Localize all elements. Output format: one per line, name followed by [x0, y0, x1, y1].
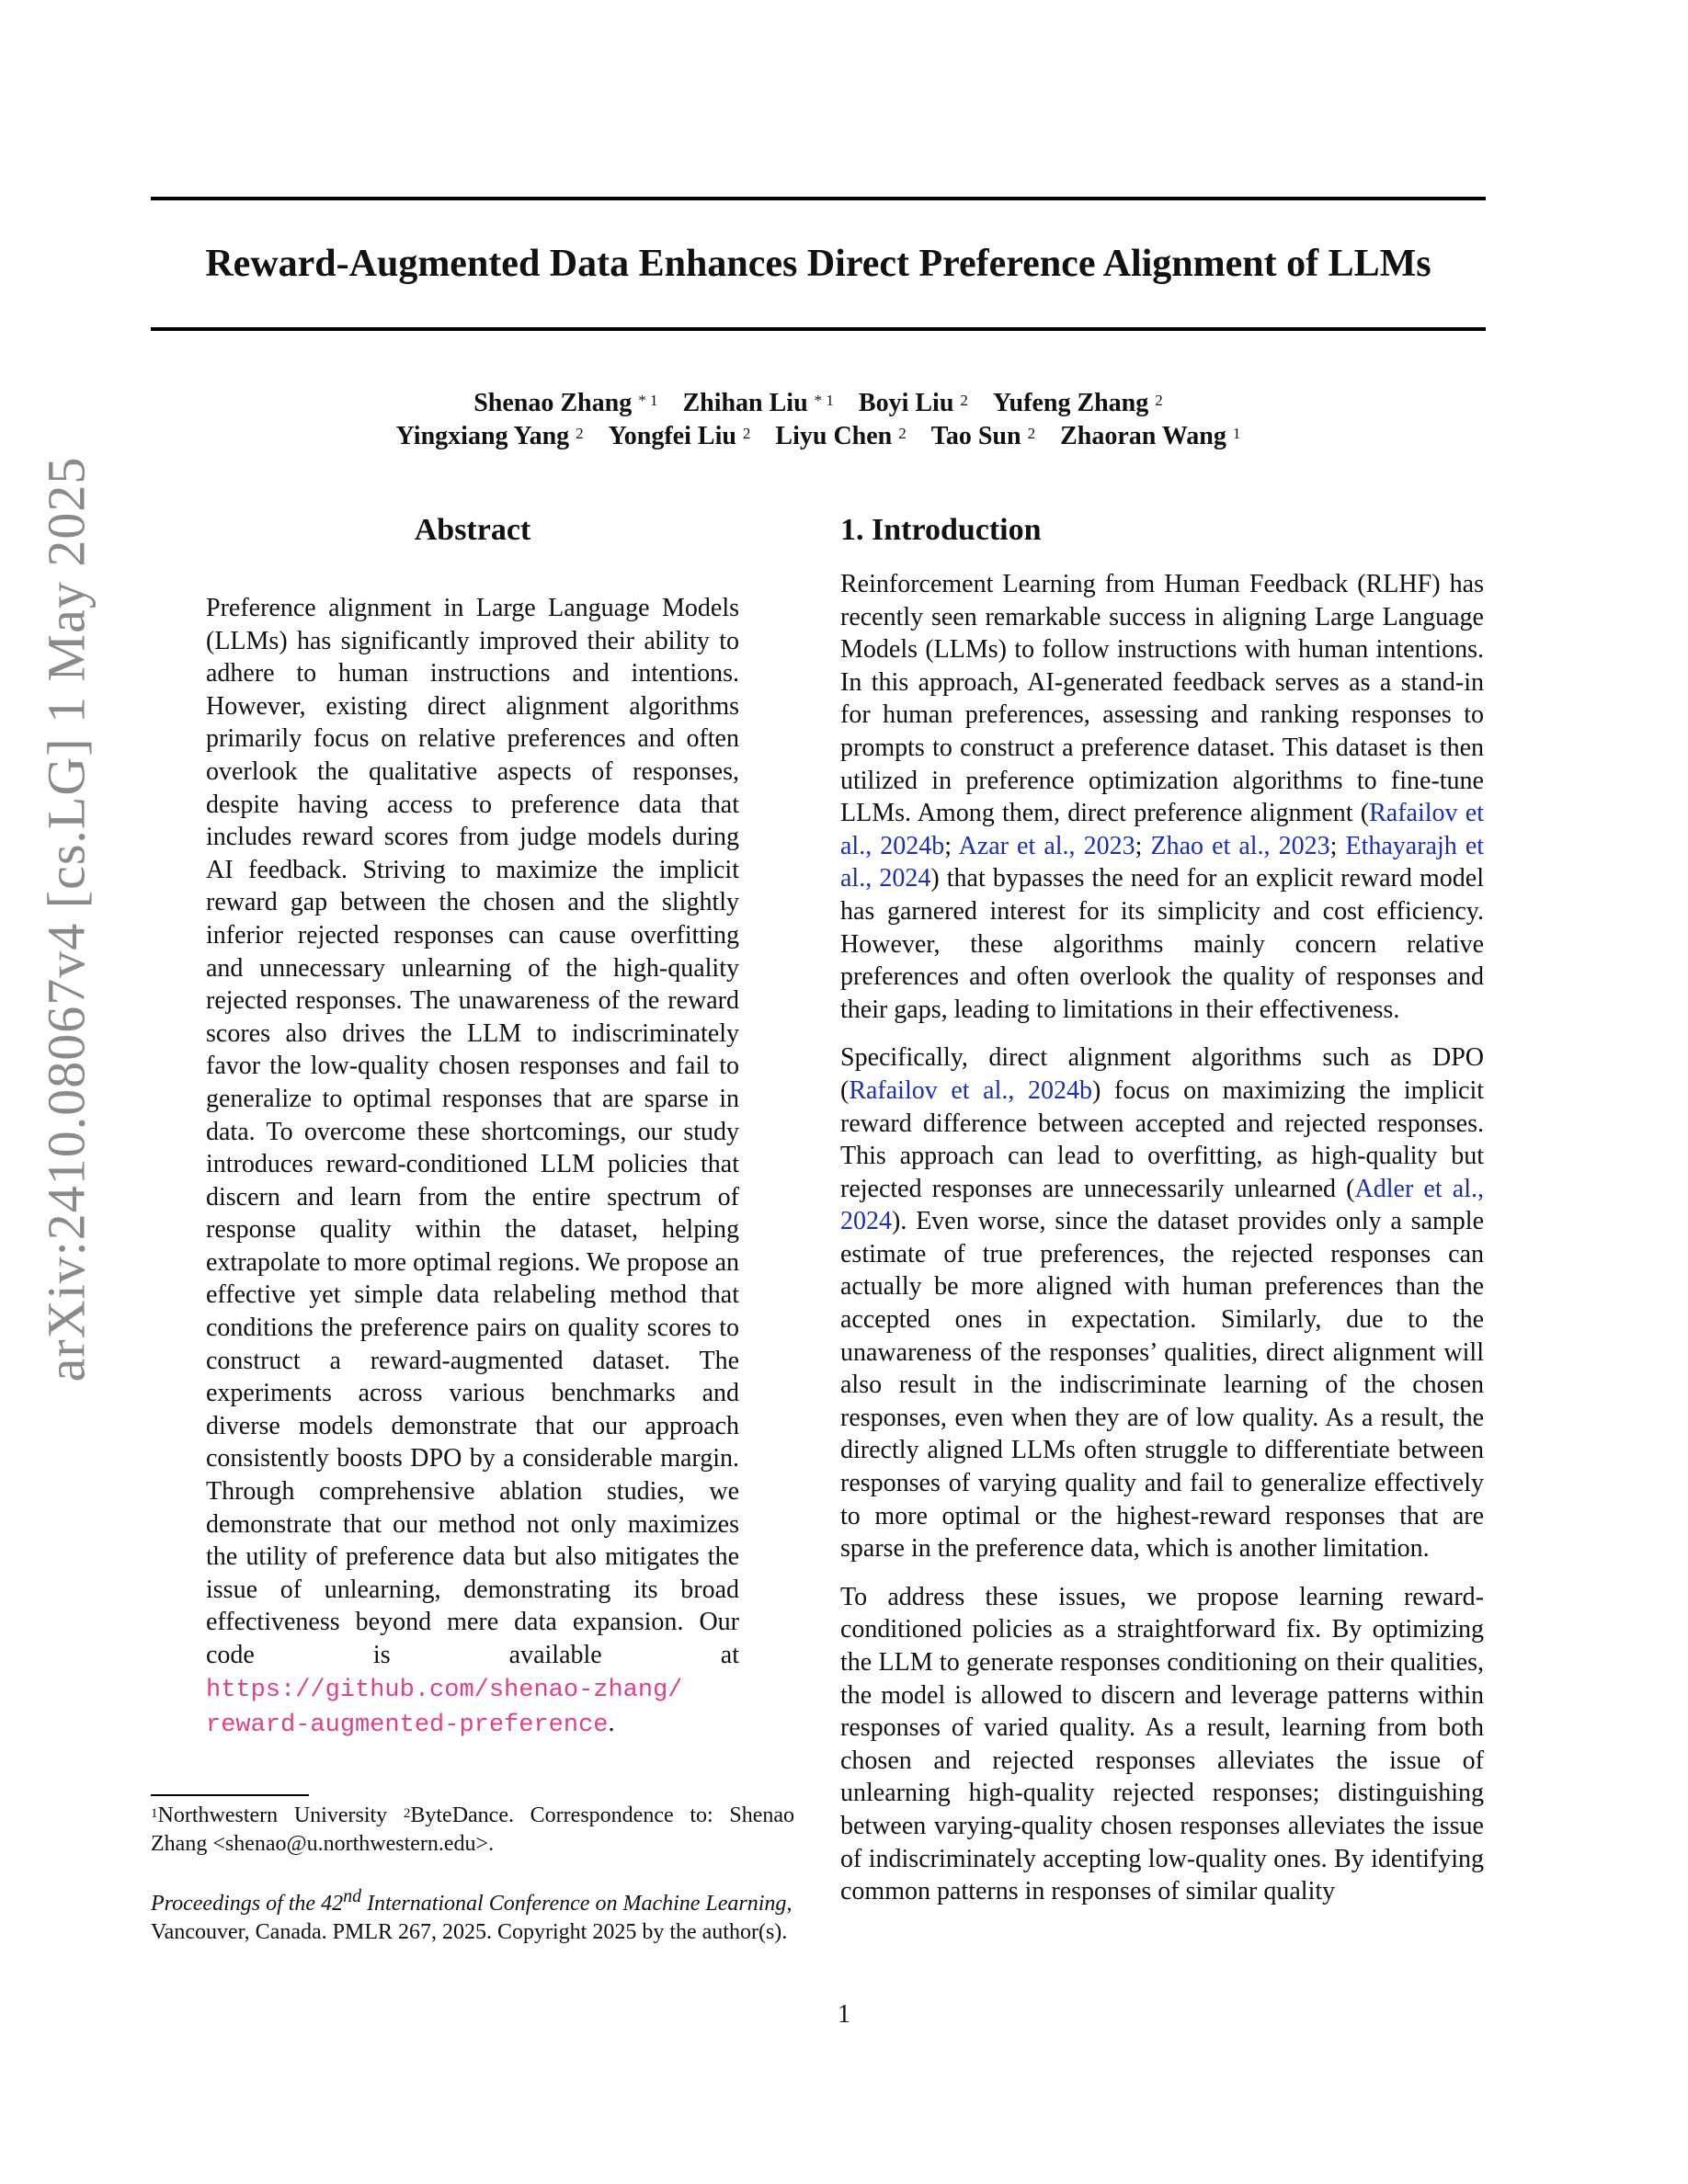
author: Yufeng Zhang $^2$ — [992, 389, 1163, 417]
author-list — [151, 387, 1486, 453]
author: Zhaoran Wang $^1$ — [1060, 422, 1241, 450]
arxiv-identifier: arXiv:2410.08067v4 [cs.LG] 1 May 2025 — [36, 456, 97, 1382]
abstract-text: Preference alignment in Large Language Models (LLMs) has significantly improved their ability to adhere to human instructions and intentions. However, existing direct alignment algorithms primarily focus on relative preferences and often overlook the qualitative aspects of responses, despite having access to preference data that includes reward scores from judge models during AI feedback. Striving to maximize the implicit reward gap between the chosen and the slightly inferior rejected responses can cause overfitting and unnecessary unlearning of the high-quality rejected responses. The unawareness of the reward scores also drives the LLM to indiscriminately favor the low-quality chosen responses and fail to generalize to optimal responses that are sparse in data. To overcome these shortcomings, our study introduces reward-conditioned LLM policies that discern and learn from the entire spectrum of response quality within the dataset, helping extrapolate to more optimal regions. We propose an effective yet simple data relabeling method that conditions the preference pairs on quality scores to construct a reward-augmented dataset. The experiments across various benchmarks and diverse models demonstrate that our approach consistently boosts DPO by a considerable margin. Through comprehensive ablation studies, we demonstrate that our method not only maximizes the utility of preference data but also mitigates the issue of unlearning, demonstrating its broad effectiveness beyond mere data expansion. Our code is available at https://github.com/shenao-zhang/ reward-augmented-preference. — [206, 594, 739, 1740]
introduction-body — [840, 568, 1484, 1924]
citation-link[interactable]: Rafailov et al., 2024b — [849, 1075, 1092, 1105]
title-top-rule — [151, 197, 1486, 200]
code-repository-link[interactable]: https://github.com/shenao-zhang/ reward-augmented-preference — [206, 1676, 683, 1740]
abstract-heading: Abstract — [414, 513, 531, 547]
author: Yingxiang Yang $^2$ — [395, 422, 584, 450]
author: Shenao Zhang $^{* 1}$ — [473, 389, 658, 417]
introduction-heading: 1. Introduction — [840, 513, 1042, 547]
paper-title: Reward-Augmented Data Enhances Direct Preference Alignment of LLMs — [205, 243, 1431, 285]
author-line-1 — [151, 387, 1486, 420]
author: Liyu Chen $^2$ — [775, 422, 907, 450]
author: Boyi Liu $^2$ — [858, 389, 968, 417]
affiliation-footnote: $^1$Northwestern University $^2$ByteDance. Correspondence to: Shenao Zhang <shenao@u.northwestern.edu>. — [151, 1803, 795, 1856]
citation-link[interactable]: Adler et al., 2024 — [840, 1174, 1484, 1236]
intro-paragraph-3: To address these issues, we propose learning reward-conditioned policies as a straightforward fix. By optimizing the LLM to generate responses conditioning on their qualities, the model is allowed to discern and leverage patterns within responses of varied quality. As a result, learning from both chosen and rejected responses alleviates the issue of unlearning high-quality rejected responses; distinguishing between varying-quality chosen responses alleviates the issue of indiscriminately accepting low-quality ones. By identifying common patterns in responses of similar quality — [840, 1582, 1484, 1906]
author-line-2 — [151, 420, 1486, 453]
citation-link[interactable]: Ethayarajh et al., 2024 — [840, 831, 1485, 893]
author: Tao Sun $^2$ — [930, 422, 1036, 450]
footnote-rule — [151, 1794, 309, 1796]
title-bottom-rule — [151, 327, 1486, 331]
citation-link[interactable]: Rafailov et al., 2024b — [840, 799, 1485, 860]
page-number: 1 — [838, 2000, 850, 2029]
citation-link[interactable]: Azar et al., 2023 — [958, 831, 1135, 860]
intro-paragraph-2: Specifically, direct alignment algorithms such as DPO (Rafailov et al., 2024b) focus on maximizing the implicit reward difference between accepted and rejected responses. This approach can lead to overfitting, as high-quality but rejected responses are unnecessarily unlearned (Adler et al., 2024). Even worse, since the dataset provides only a sample estimate of true preferences, the rejected responses can actually be more aligned with human preferences than the accepted ones in expectation. Similarly, due to the unawareness of the responses’ qualities, direct alignment will also result in the indiscriminate learning of the chosen responses, even when they are of low quality. As a result, the directly aligned LLMs often struggle to differentiate between responses of varying quality and fail to generalize effectively to more optimal or the highest-reward responses that are sparse in the preference data, which is another limitation. — [840, 1043, 1485, 1564]
author: Zhihan Liu $^{* 1}$ — [682, 389, 834, 417]
intro-paragraph-1: Reinforcement Learning from Human Feedback (RLHF) has recently seen remarkable success in aligning Large Language Models (LLMs) to follow instructions with human intentions. In this approach, AI-generated feedback serves as a stand-in for human preferences, assessing and ranking responses to prompts to construct a preference dataset. This dataset is then utilized in preference optimization algorithms to fine-tune LLMs. Among them, direct preference alignment (Rafailov et al., 2024b; Azar et al., 2023; Zhao et al., 2023; Ethayarajh et al., 2024) that bypasses the need for an explicit reward model has garnered interest for its simplicity and cost efficiency. However, these algorithms mainly concern relative preferences and often overlook the quality of responses and their gaps, leading to limitations in their effectiveness. — [840, 570, 1485, 1024]
citation-link[interactable]: Zhao et al., 2023 — [1150, 831, 1330, 860]
author: Yongfei Liu $^2$ — [608, 422, 751, 450]
proceedings-note: Proceedings of the 42nd International Conference on Machine Learning, Vancouver, Canada. PMLR 267, 2025. Copyright 2025 by the author(s). — [151, 1886, 793, 1944]
